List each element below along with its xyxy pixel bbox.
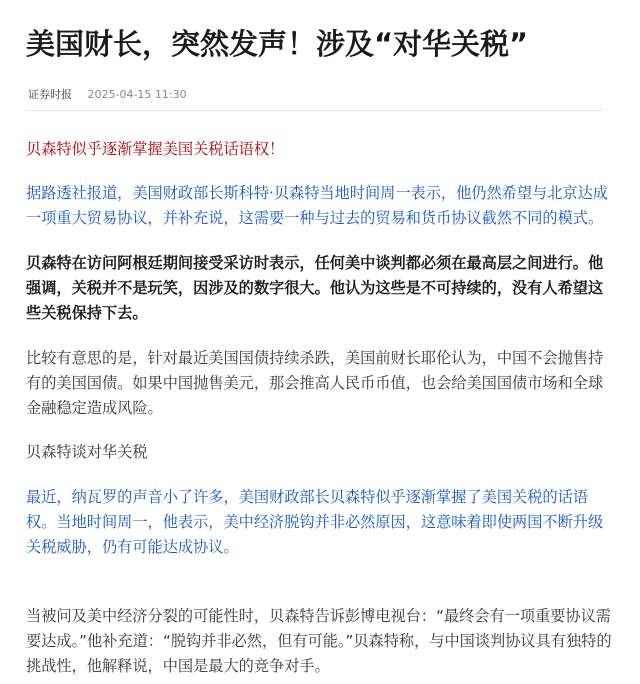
article-title: 美国财长，突然发声！涉及“对华关税” <box>26 27 529 61</box>
article-meta <box>28 87 187 103</box>
paragraph-argentina-interview: 贝森特在访问阿根廷期间接受采访时表示，任何美中谈判都必须在最高层之间进行。他强调，关税并不是玩笑，因涉及的数字很大。他认为这些是不可持续的，没有人希望这些关税保持下去。 <box>26 254 604 322</box>
title-divider <box>26 110 604 111</box>
paragraph-reuters-report: 据路透社报道，美国财政部长斯科特·贝森特当地时间周一表示，他仍然希望与北京达成一项重大贸易协议，并补充说，这需要一种与过去的贸易和货币协议截然不同的模式。 <box>26 184 608 227</box>
paragraph-navarro: 最近，纳瓦罗的声音小了许多，美国财政部长贝森特似乎逐渐掌握了美国关税的话语权。当地时间周一，他表示，美中经济脱钩并非必然原因，这意味着即使两国不断升级关税威胁，仍有可能达成协议。 <box>26 488 604 556</box>
article-source[interactable]: 证券时报 <box>28 88 72 101</box>
lead-paragraph: 贝森特似乎逐渐掌握美国关税话语权！ <box>26 140 285 158</box>
section-subheading: 贝森特谈对华关税 <box>26 443 148 461</box>
paragraph-yellen-comment: 比较有意思的是，针对最近美国国债持续杀跌，美国前财长耶伦认为，中国不会抛售持有的美国国债。如果中国抛售美元，那会推高人民币币值，也会给美国国债市场和全球金融稳定造成风险。 <box>26 349 604 417</box>
article-date: 2025-04-15 11:30 <box>87 88 187 101</box>
paragraph-bloomberg-quote: 当被问及美中经济分裂的可能性时，贝森特告诉彭博电视台：“最终会有一项重要协议需要达成。”他补充道：“脱钩并非必然，但有可能。”贝森特称，与中国谈判协议具有独特的挑战性，他解释说，中国是最大的竞争对手。 <box>26 607 612 675</box>
